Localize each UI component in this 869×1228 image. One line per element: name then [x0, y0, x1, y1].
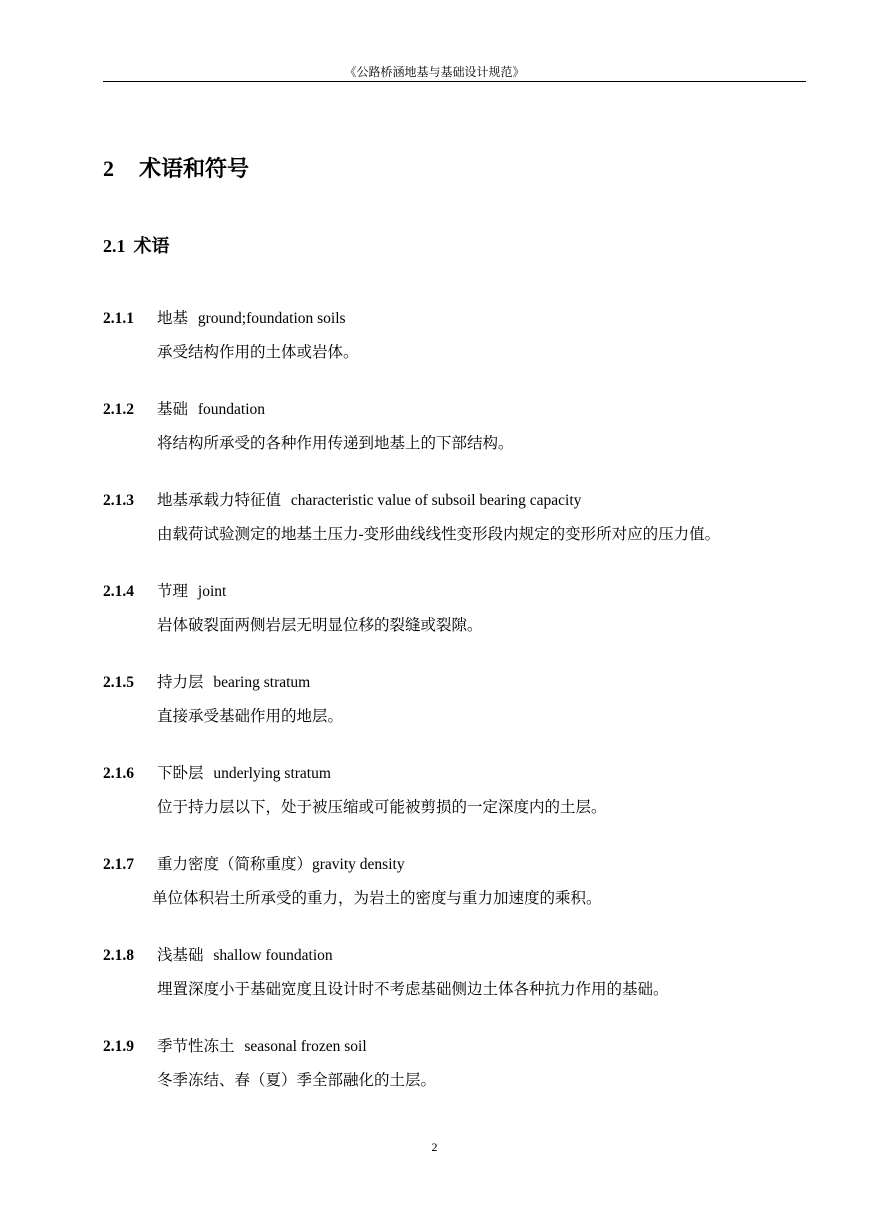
term-id: 2.1.5	[103, 674, 134, 691]
term-definition: 位于持力层以下，处于被压缩或可能被剪损的一定深度内的土层。	[157, 799, 607, 816]
term-en: ground;foundation soils	[197, 310, 346, 327]
term-head	[103, 582, 806, 602]
header-rule	[103, 81, 806, 82]
section-heading	[103, 232, 170, 258]
term-id: 2.1.7	[103, 856, 134, 873]
term-zh: 节理	[157, 583, 189, 600]
chapter-heading	[103, 152, 249, 183]
term-zh: 下卧层	[157, 765, 204, 782]
term-id: 2.1.4	[103, 583, 134, 600]
term-en: joint	[197, 583, 227, 600]
term-head	[103, 491, 806, 511]
running-header: 《公路桥涵地基与基础设计规范》	[344, 65, 525, 79]
section-number: 2.1	[103, 236, 126, 256]
term-entry-2-1-1	[103, 309, 806, 363]
term-definition: 直接承受基础作用的地层。	[157, 708, 344, 725]
section-title: 术语	[133, 236, 170, 256]
term-id: 2.1.3	[103, 492, 134, 509]
term-definition: 单位体积岩土所承受的重力，为岩土的密度与重力加速度的乘积。	[152, 890, 602, 907]
term-id: 2.1.1	[103, 310, 134, 327]
term-entry-2-1-5	[103, 673, 806, 727]
term-zh: 地基承载力特征值	[157, 492, 282, 509]
term-id: 2.1.6	[103, 765, 134, 782]
term-entry-2-1-3	[103, 491, 806, 545]
term-head	[103, 309, 806, 329]
term-head	[103, 400, 806, 420]
term-en: gravity density	[312, 856, 405, 873]
term-id: 2.1.8	[103, 947, 134, 964]
term-definition: 冬季冻结、春（夏）季全部融化的土层。	[157, 1072, 437, 1089]
term-id: 2.1.2	[103, 401, 134, 418]
term-definition: 埋置深度小于基础宽度且设计时不考虑基础侧边土体各种抗力作用的基础。	[157, 981, 669, 998]
term-zh: 季节性冻土	[157, 1038, 235, 1055]
term-id: 2.1.9	[103, 1038, 134, 1055]
term-entry-2-1-2	[103, 400, 806, 454]
term-head	[103, 946, 806, 966]
term-en: seasonal frozen soil	[244, 1038, 367, 1055]
term-definition: 承受结构作用的土体或岩体。	[157, 344, 359, 361]
chapter-title: 术语和符号	[139, 156, 250, 181]
term-head	[103, 764, 806, 784]
term-zh: 持力层	[157, 674, 204, 691]
term-definition: 将结构所承受的各种作用传递到地基上的下部结构。	[157, 435, 514, 452]
term-definition: 由载荷试验测定的地基土压力-变形曲线线性变形段内规定的变形所对应的压力值。	[157, 526, 721, 543]
term-entry-2-1-7	[103, 855, 806, 909]
term-zh: 重力密度（简称重度）	[157, 856, 313, 873]
term-head	[103, 855, 806, 875]
term-definition: 岩体破裂面两侧岩层无明显位移的裂缝或裂隙。	[157, 617, 483, 634]
term-entry-2-1-4	[103, 582, 806, 636]
term-en: underlying stratum	[213, 765, 331, 782]
chapter-number: 2	[103, 156, 114, 181]
term-entry-2-1-8	[103, 946, 806, 1000]
term-head	[103, 1037, 806, 1057]
term-en: foundation	[197, 401, 266, 418]
term-entry-2-1-9	[103, 1037, 806, 1091]
term-zh: 地基	[157, 310, 189, 327]
term-en: shallow foundation	[213, 947, 333, 964]
term-zh: 浅基础	[157, 947, 204, 964]
term-en: bearing stratum	[213, 674, 311, 691]
term-entry-2-1-6	[103, 764, 806, 818]
term-head	[103, 673, 806, 693]
page-number: 2	[431, 1140, 438, 1154]
term-zh: 基础	[157, 401, 189, 418]
term-en: characteristic value of subsoil bearing capacity	[290, 492, 582, 509]
